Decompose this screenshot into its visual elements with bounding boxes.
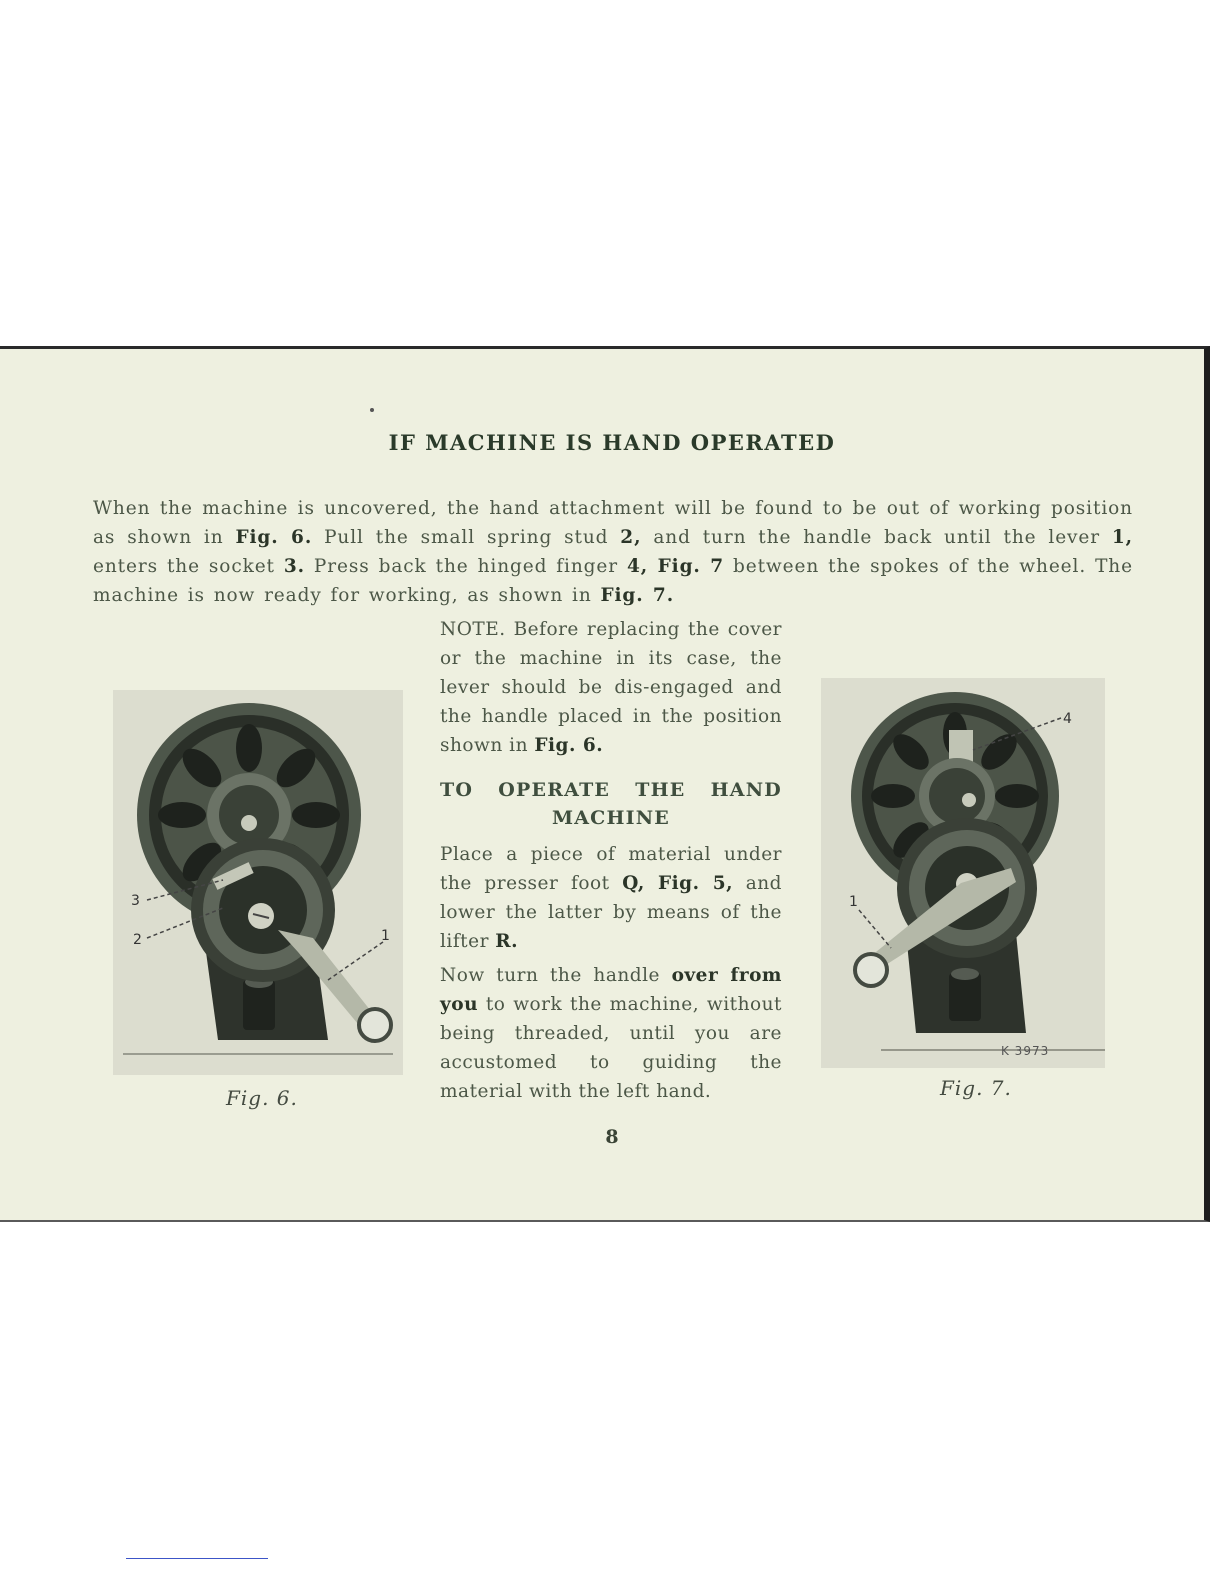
intro-ref-fig7: Fig. 7.: [600, 585, 675, 606]
page-number: 8: [605, 1126, 619, 1148]
intro-ref-lever: 1,: [1111, 527, 1134, 548]
callout-4: 4: [1063, 711, 1072, 727]
note-ref-fig6: Fig. 6.: [534, 735, 604, 756]
intro-ref-fig6: Fig. 6.: [235, 527, 313, 548]
now-emphasis: over from you: [440, 965, 782, 1015]
now-paragraph: [440, 961, 782, 1106]
intro-ref-socket: 3.: [283, 556, 305, 577]
figure-6-photo: [113, 690, 403, 1075]
note-text: NOTE. Before replacing the cover or the machine in its case, the lever should be dis-engaged and the handle placed in the position shown in: [440, 619, 782, 756]
intro-ref-stud: 2,: [620, 527, 642, 548]
intro-paragraph: [93, 494, 1133, 610]
callout-3: 3: [131, 893, 140, 909]
callout-1: 1: [849, 894, 858, 910]
intro-text-3: and turn the handle back until the lever: [641, 527, 1112, 548]
intro-text-1: When the machine is uncovered, the hand attachment will be found to be out of working position as shown in: [93, 498, 1133, 548]
intro-text-6: between the spokes of the wheel. The machine is now ready for working, as shown in: [93, 556, 1133, 606]
place-ref-foot: Q, Fig. 5,: [622, 873, 734, 894]
speck: [370, 408, 374, 412]
section-heading-line-1: TO OPERATE THE HAND: [440, 779, 782, 801]
hand-wheel-disengaged-illustration: [113, 690, 403, 1075]
intro-text-5: Press back the hinged finger: [304, 556, 627, 577]
callout-1: 1: [381, 928, 390, 944]
page-heading: IF MACHINE IS HAND OPERATED: [388, 430, 836, 455]
place-paragraph: [440, 840, 782, 956]
place-ref-lifter: R.: [495, 931, 519, 952]
footer-rule: [126, 1558, 268, 1559]
figure-7-photo: [821, 678, 1105, 1068]
callout-2: 2: [133, 932, 142, 948]
section-heading-line-2: MACHINE: [552, 807, 670, 829]
place-text-1: Place a piece of material under the presser foot: [440, 844, 782, 894]
plate-code: K 3973: [1001, 1044, 1050, 1058]
figure-7-caption: Fig. 7.: [940, 1076, 1012, 1100]
hand-wheel-engaged-illustration: [821, 678, 1105, 1068]
intro-ref-finger: 4, Fig. 7: [626, 556, 725, 577]
figure-6-caption: Fig. 6.: [226, 1086, 298, 1110]
intro-text-2: Pull the small spring stud: [312, 527, 621, 548]
now-text-1: Now turn the handle: [440, 965, 672, 986]
note-paragraph: [440, 615, 782, 760]
intro-text-4: enters the socket: [93, 556, 284, 577]
place-text-2: and lower the latter by means of the lifter: [440, 873, 783, 952]
section-heading: [440, 776, 782, 832]
now-text-2: to work the machine, without being threaded, until you are accustomed to guiding the material with the left hand.: [440, 994, 782, 1102]
